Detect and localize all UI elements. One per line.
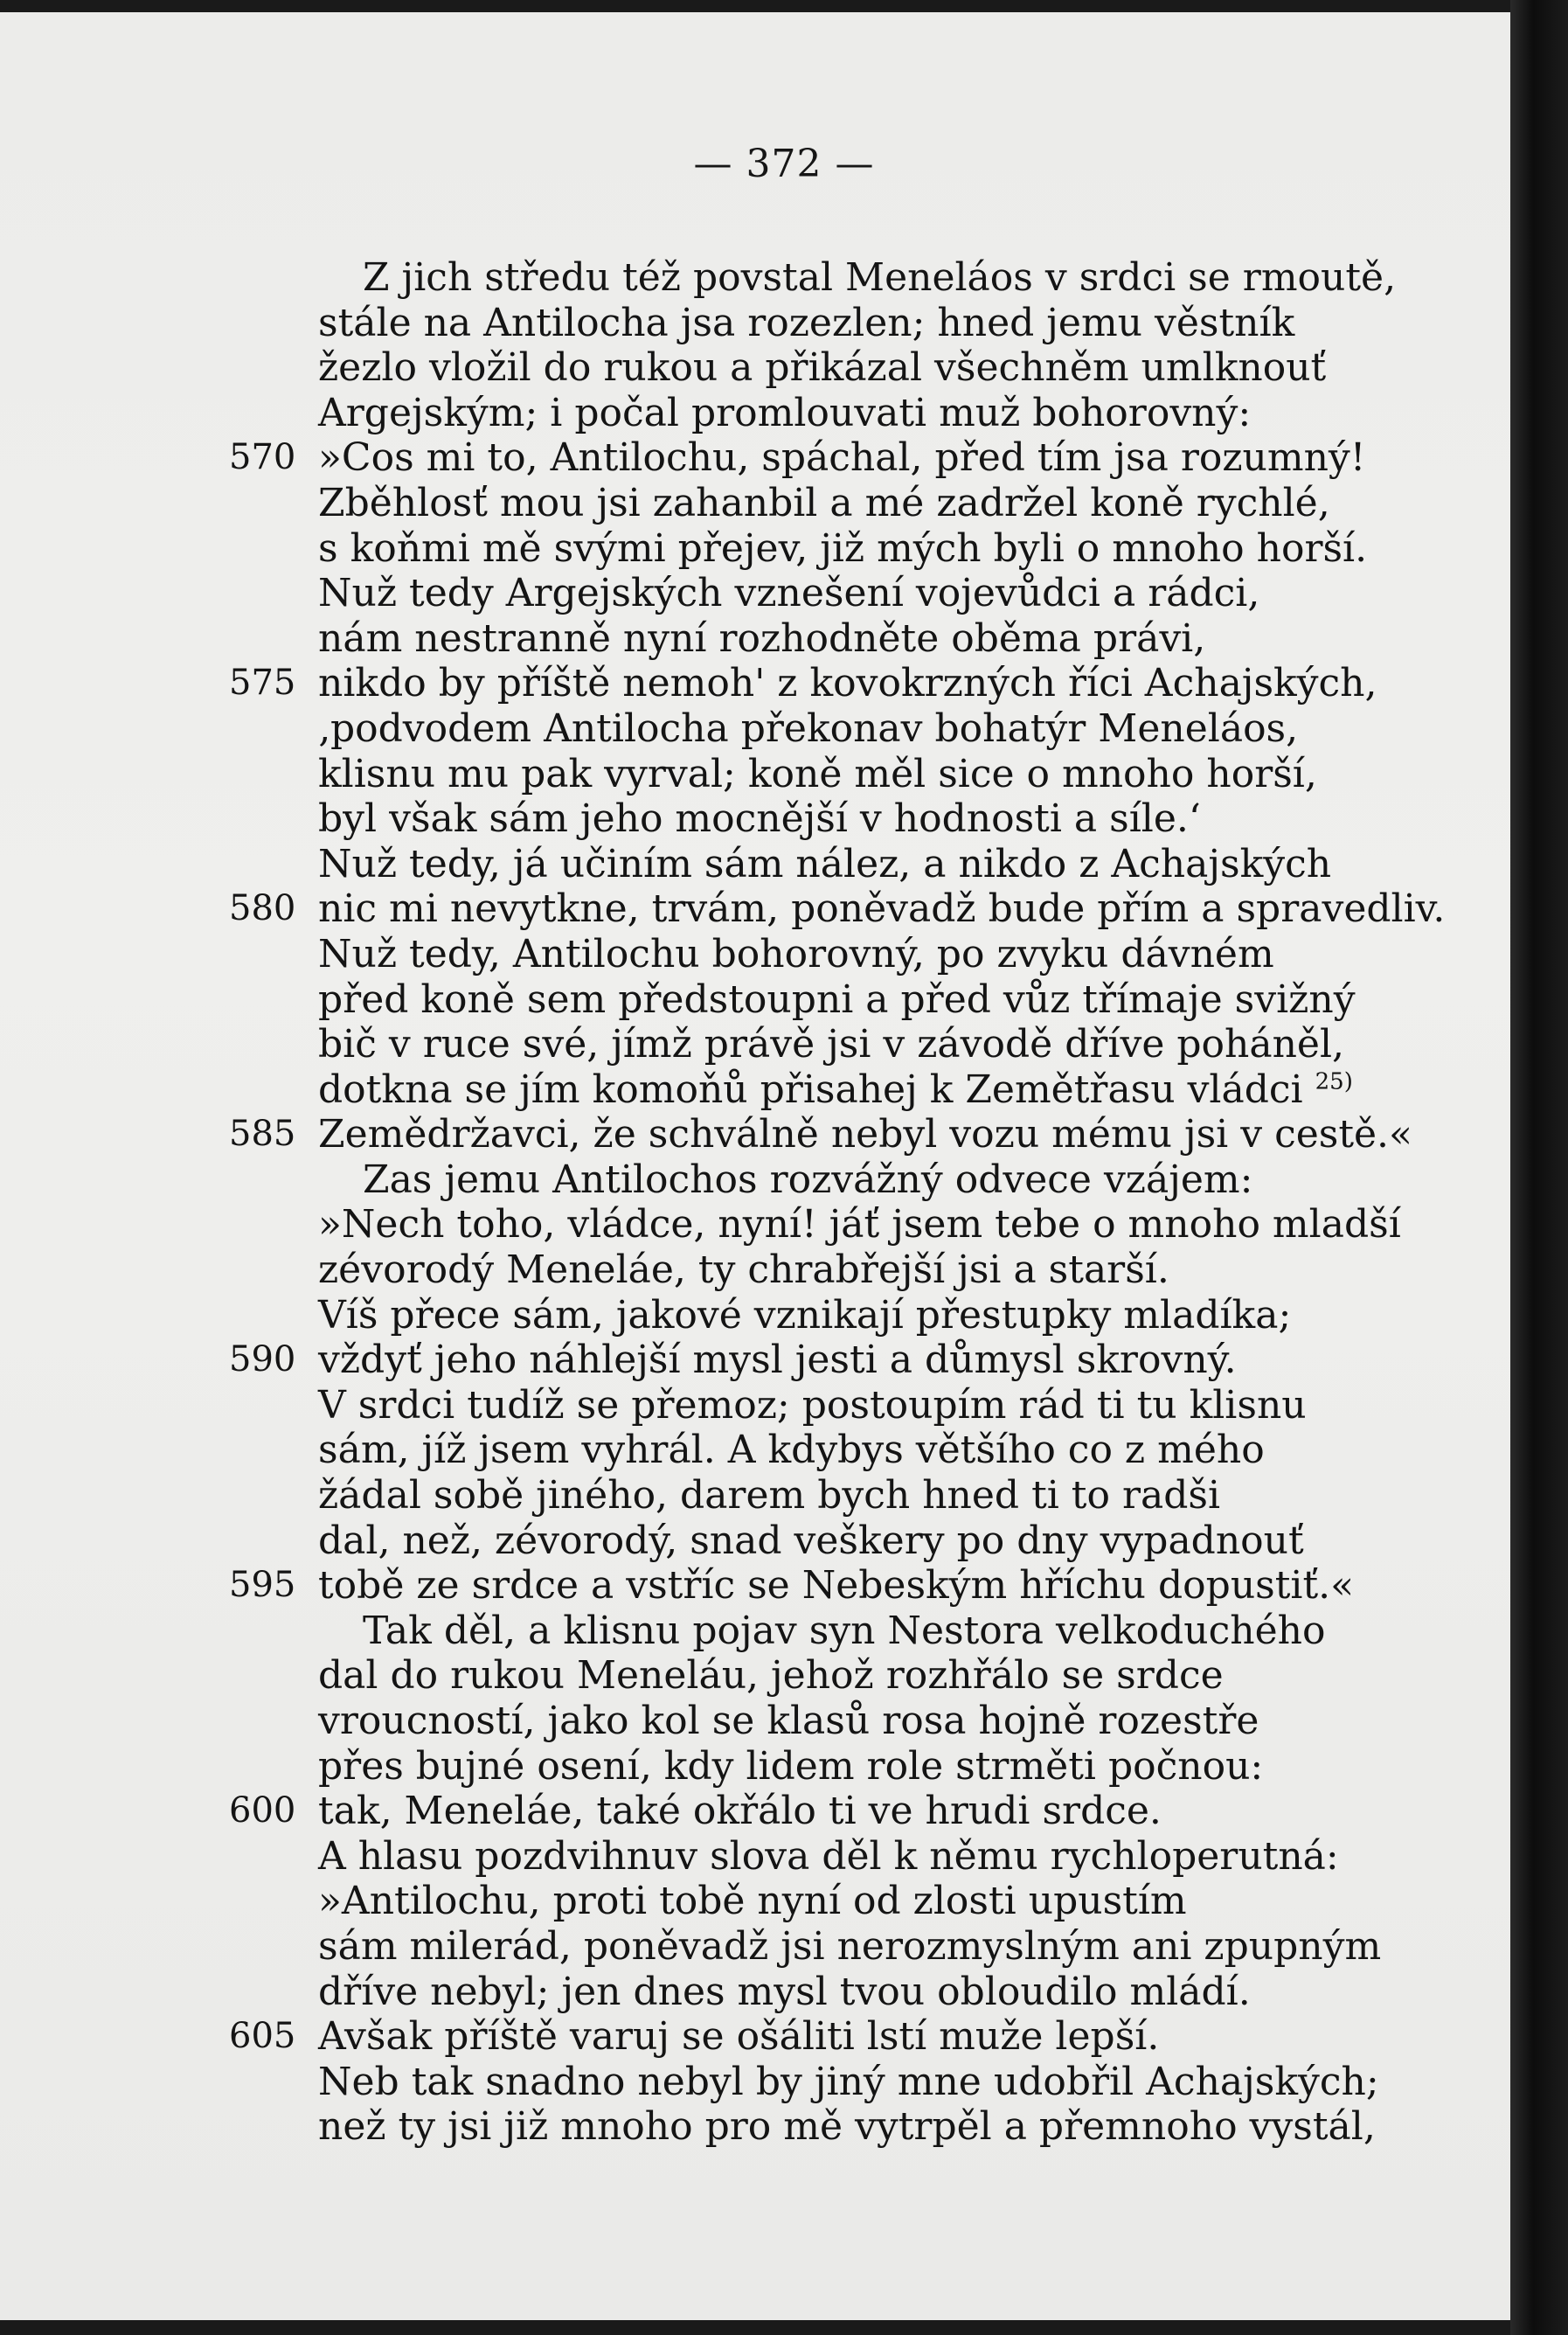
verse-line-text [318, 1518, 1304, 1564]
verse-line [0, 1834, 1510, 1880]
verse-line-content: zévorodý Meneláe, ty chrabřejší jsi a starší. [318, 1247, 1169, 1293]
verse-line-content: než ty jsi již mnoho pro mě vytrpěl a přemnoho vystál, [318, 2104, 1376, 2150]
verse-line-text [318, 481, 1330, 526]
verse-line-text [318, 977, 1356, 1023]
verse-line [0, 752, 1510, 797]
verse-line [0, 1293, 1510, 1338]
verse-line-text [318, 1338, 1237, 1383]
verse-line-content: vroucností, jako kol se klasů rosa hojně rozestře [318, 1699, 1259, 1743]
verse-line [0, 1609, 1510, 1654]
verse-line [0, 1879, 1510, 1924]
verse-line-content: »Antilochu, proti tobě nyní od zlosti upustím [318, 1879, 1187, 1924]
verse-line-text [318, 1970, 1251, 2015]
verse-line-text [318, 1834, 1339, 1880]
verse-line [0, 1383, 1510, 1428]
verse-line-content: žezlo vložil do rukou a přikázal všechněm umlknouť [318, 345, 1327, 391]
verse-line-text [318, 1879, 1187, 1924]
verse-line-content: »Nech toho, vládce, nyní! jáť jsem tebe o mnoho mladší [318, 1202, 1401, 1247]
verse-line-text [318, 1293, 1291, 1338]
verse-line-content: Zběhlosť mou jsi zahanbil a mé zadržel koně rychlé, [318, 480, 1330, 525]
verse-line-content: sám milerád, poněvadž jsi nerozmyslným ani zpupným [318, 1923, 1382, 1969]
verse-line-content: Nuž tedy, já učiním sám nález, a nikdo z Achajských [318, 841, 1332, 886]
verse-line [0, 1563, 1510, 1609]
verse-line-content: nic mi nevytkne, trvám, poněvadž bude přím a spravedliv. [318, 886, 1446, 932]
verse-line-text [318, 2104, 1376, 2150]
verse-line-text [318, 1789, 1162, 1834]
verse-line-content: dříve nebyl; jen dnes mysl tvou obloudilo mládí. [318, 1969, 1251, 2014]
verse-line [0, 706, 1510, 752]
verse-line-text [318, 1744, 1263, 1789]
verse-line-text [318, 1112, 1412, 1157]
verse-line-content: nám nestranně nyní rozhodněte oběma právi, [318, 615, 1206, 661]
verse-line-text [318, 616, 1205, 662]
verse-line-content: tak, Meneláe, také okřálo ti ve hrudi srdce. [318, 1789, 1162, 1834]
verse-line [0, 1338, 1510, 1383]
verse-line [0, 977, 1510, 1023]
verse-line-text [363, 1609, 1325, 1654]
verse-line-text [318, 526, 1367, 572]
verse-line-text [318, 1202, 1401, 1247]
verse-line-text [318, 571, 1259, 616]
verse-line [0, 1518, 1510, 1564]
verse-line [0, 1428, 1510, 1473]
verse-line [0, 1022, 1510, 1067]
line-number: 605 [229, 2016, 296, 2057]
verse-line [0, 526, 1510, 572]
verse-line [0, 1789, 1510, 1834]
line-number: 575 [229, 663, 296, 704]
verse-line-text [318, 391, 1251, 436]
verse-line [0, 301, 1510, 346]
verse-line-text [318, 1428, 1265, 1473]
verse-line [0, 435, 1510, 481]
verse-line [0, 1202, 1510, 1247]
line-number: 600 [229, 1790, 296, 1831]
verse-line-content: tobě ze srdce a vstříc se Nebeským hříchu dopustiť.« [318, 1563, 1355, 1609]
verse-line-text [318, 752, 1317, 797]
verse-line [0, 1924, 1510, 1970]
verse-line [0, 1112, 1510, 1157]
verse-line [0, 661, 1510, 706]
verse-line-text [318, 1022, 1344, 1067]
verse-line [0, 2060, 1510, 2105]
line-number: 595 [229, 1565, 296, 1606]
verse-line-text [318, 886, 1445, 932]
verse-line-content: A hlasu pozdvihnuv slova děl k němu rychloperutná: [318, 1833, 1339, 1879]
verse-line-content: dotkna se jím komoňů přisahej k Zemětřasu vládci [318, 1067, 1303, 1112]
verse-line-text [318, 345, 1326, 391]
verse-line-content: »Cos mi to, Antilochu, spáchal, před tím jsa rozumný! [318, 435, 1366, 481]
verse-line [0, 616, 1510, 662]
verse-line-text [318, 2014, 1159, 2060]
verse-line-text [318, 932, 1274, 977]
verse-line [0, 345, 1510, 391]
verse-line-content: Zemědržavci, že schválně nebyl vozu mému jsi v cestě.« [318, 1112, 1412, 1157]
verse-line-content: sám, jíž jsem vyhrál. A kdybys většího co z mého [318, 1428, 1265, 1473]
verse-text [0, 255, 1510, 2150]
verse-line-text [318, 706, 1298, 752]
verse-line-content: Argejským; i počal promlouvati muž bohorovný: [318, 390, 1252, 435]
verse-line [0, 1653, 1510, 1699]
verse-line-content: stále na Antilocha jsa rozezlen; hned jemu věstník [318, 300, 1295, 345]
verse-line-text [363, 255, 1396, 301]
verse-line-content: přes bujné osení, kdy lidem role strměti počnou: [318, 1743, 1264, 1789]
verse-line-content: klisnu mu pak vyrval; koně měl sice o mnoho horší, [318, 751, 1317, 796]
verse-line-text [318, 842, 1331, 887]
verse-line-content: s koňmi mě svými přejev, již mých byli o mnoho horší. [318, 525, 1368, 571]
verse-line [0, 2104, 1510, 2150]
verse-line-content: ‚podvodem Antilocha překonav bohatýr Meneláos, [318, 705, 1299, 751]
verse-line-text [318, 1067, 1353, 1113]
verse-line [0, 1699, 1510, 1744]
verse-line-content: Zas jemu Antilochos rozvážný odvece vzájem: [363, 1157, 1253, 1202]
verse-line-text [318, 796, 1201, 842]
verse-line-content: dal, než, zévorodý, snad veškery po dny vypadnouť [318, 1518, 1304, 1563]
verse-line [0, 1247, 1510, 1293]
verse-line [0, 1744, 1510, 1789]
verse-line-text [318, 435, 1365, 481]
verse-line-text [318, 661, 1377, 706]
verse-line-content: dal do rukou Meneláu, jehož rozhřálo se srdce [318, 1653, 1224, 1699]
verse-line [0, 932, 1510, 977]
verse-line-text [318, 1924, 1381, 1970]
verse-line-text [318, 1699, 1259, 1744]
verse-line-text [318, 1473, 1220, 1518]
verse-line-content: Nuž tedy, Antilochu bohorovný, po zvyku dávném [318, 931, 1274, 976]
verse-line [0, 1067, 1510, 1113]
line-number: 590 [229, 1339, 296, 1380]
verse-line-content: byl však sám jeho mocnější v hodnosti a síle.‘ [318, 796, 1201, 842]
verse-line-content: vždyť jeho náhlejší mysl jesti a důmysl skrovný. [318, 1338, 1237, 1383]
verse-line-text [318, 301, 1294, 346]
page-binding-edge [1510, 0, 1568, 2335]
line-number: 580 [229, 888, 296, 929]
verse-line-content: před koně sem předstoupni a před vůz třímaje svižný [318, 976, 1356, 1022]
verse-line [0, 886, 1510, 932]
verse-line-content: Neb tak snadno nebyl by jiný mne udobřil Achajských; [318, 2059, 1379, 2104]
verse-line [0, 1157, 1510, 1203]
verse-line-content: Nuž tedy Argejských vznešení vojevůdci a rádci, [318, 571, 1260, 616]
verse-line [0, 1970, 1510, 2015]
line-number: 585 [229, 1114, 296, 1155]
verse-line-text [318, 1653, 1224, 1699]
verse-line [0, 1473, 1510, 1518]
footnote-reference: 25) [1315, 1068, 1353, 1095]
verse-line-text [363, 1157, 1252, 1203]
verse-line [0, 481, 1510, 526]
verse-line-content: žádal sobě jiného, darem bych hned ti to radši [318, 1473, 1221, 1518]
verse-line-content: V srdci tudíž se přemoz; postoupím rád ti tu klisnu [318, 1382, 1307, 1428]
verse-line [0, 842, 1510, 887]
line-number: 570 [229, 437, 296, 478]
verse-line-content: bič v ruce své, jímž právě jsi v závodě dříve poháněl, [318, 1022, 1345, 1067]
verse-line [0, 391, 1510, 436]
verse-line [0, 255, 1510, 301]
verse-line [0, 2014, 1510, 2060]
verse-line [0, 796, 1510, 842]
verse-line-text [318, 1247, 1169, 1293]
verse-line-content: Avšak příště varuj se ošáliti lstí muže lepší. [318, 2014, 1160, 2060]
verse-line-content: nikdo by příště nemoh' z kovokrzných říci Achajských, [318, 661, 1377, 706]
verse-line [0, 571, 1510, 616]
page-number: — 372 — [693, 142, 875, 186]
verse-line-text [318, 1563, 1354, 1609]
verse-line-content: Víš přece sám, jakové vznikají přestupky mladíka; [318, 1292, 1292, 1338]
verse-line-text [318, 1383, 1307, 1428]
verse-line-content: Z jich středu též povstal Meneláos v srdci se rmoutě, [363, 255, 1397, 300]
verse-line-text [318, 2060, 1379, 2105]
verse-line-content: Tak děl, a klisnu pojav syn Nestora velkoduchého [363, 1608, 1326, 1653]
